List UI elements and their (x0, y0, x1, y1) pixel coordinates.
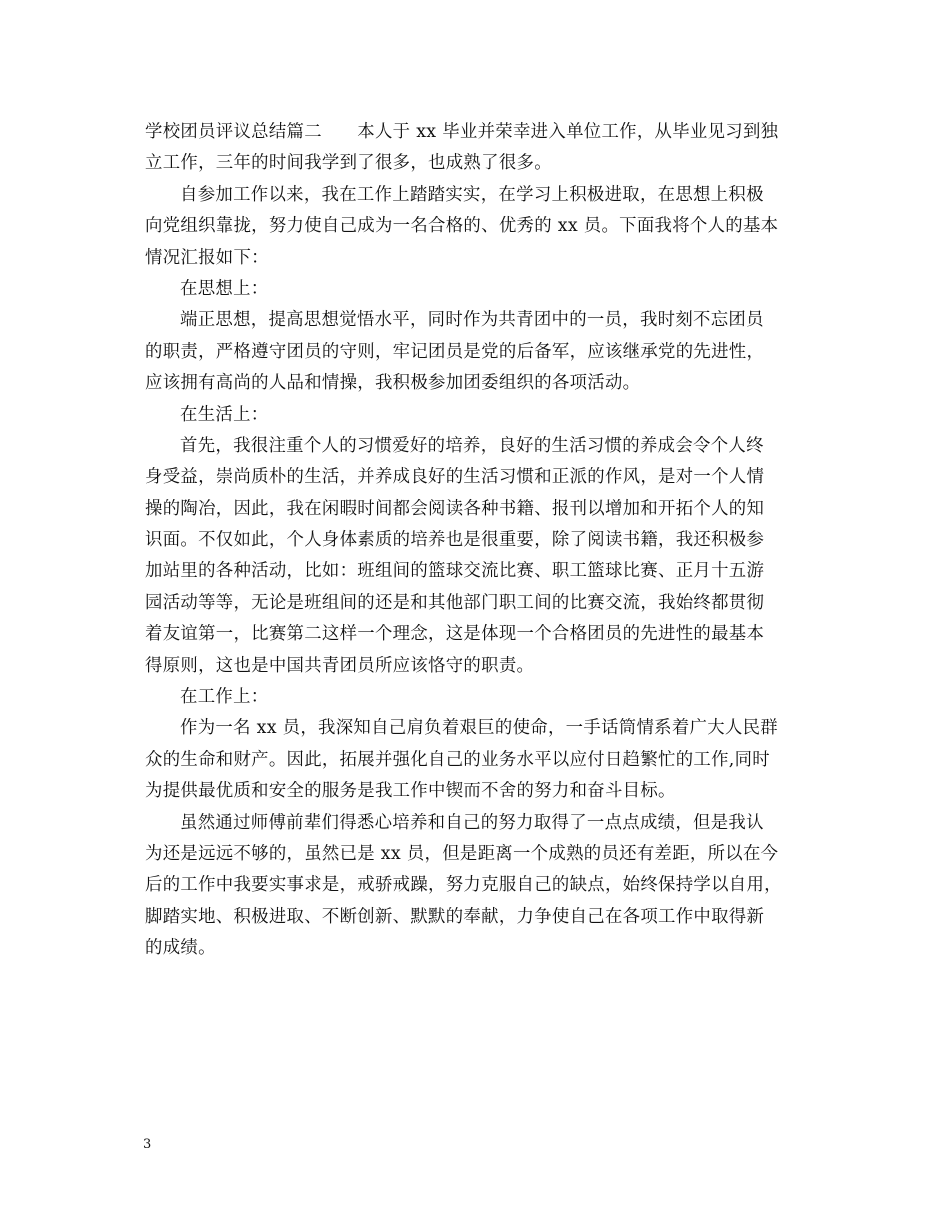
text-line: 学校团员评议总结篇二 本人于 xx 毕业并荣幸进入单位工作，从毕业见习到独 (145, 122, 779, 142)
text-line: 立工作，三年的时间我学到了很多，也成熟了很多。 (145, 153, 552, 174)
text-line: 的职责，严格遵守团员的守则，牢记团员是党的后备军，应该继承党的先进性， (145, 341, 765, 362)
text-line: 众的生命和财产。因此，拓展并强化自己的业务水平以应付日趋繁忙的工作,同时 (145, 749, 771, 770)
text-line: 情况汇报如下： (145, 247, 269, 268)
text-line: 园活动等等，无论是班组间的还是和其他部门职工间的比赛交流，我始终都贯彻 (145, 592, 765, 613)
section-heading: 在生活上： (180, 404, 269, 425)
text-line: 为还是远远不够的，虽然已是 xx 员，但是距离一个成熟的员还有差距，所以在今 (145, 843, 779, 864)
text-line: 身受益，崇尚质朴的生活，并养成良好的生活习惯和正派的作风，是对一个人情 (145, 467, 765, 488)
text-line: 虽然通过师傅前辈们得悉心培养和自己的努力取得了一点点成绩，但是我认 (180, 812, 764, 833)
section-heading: 在思想上： (180, 278, 269, 299)
text-line: 后的工作中我要实事求是，戒骄戒躁，努力克服自己的缺点，始终保持学以自用， (145, 875, 782, 896)
text-line: 识面。不仅如此，个人身体素质的培养也是很重要，除了阅读书籍，我还积极参 (145, 530, 765, 551)
page-number: 3 (143, 1137, 152, 1152)
text-line: 端正思想，提高思想觉悟水平，同时作为共青团中的一员，我时刻不忘团员 (180, 310, 764, 331)
document-body (145, 117, 808, 965)
section-heading: 在工作上： (180, 687, 269, 708)
text-line: 为提供最优质和安全的服务是我工作中锲而不舍的努力和奋斗目标。 (145, 781, 676, 802)
text-line: 得原则，这也是中国共青团员所应该恪守的职责。 (145, 655, 535, 676)
text-line: 的成绩。 (145, 938, 216, 959)
text-line: 脚踏实地、积极进取、不断创新、默默的奉献，力争使自己在各项工作中取得新 (145, 906, 765, 927)
text-line: 向党组织靠拢，努力使自己成为一名合格的、优秀的 xx 员。下面我将个人的基本 (145, 216, 779, 237)
text-line: 自参加工作以来，我在工作上踏踏实实，在学习上积极进取，在思想上积极 (180, 184, 764, 205)
text-line: 首先，我很注重个人的习惯爱好的培养，良好的生活习惯的养成会令个人终 (180, 435, 764, 456)
text-line: 着友谊第一，比赛第二这样一个理念，这是体现一个合格团员的先进性的最基本 (145, 624, 765, 645)
text-line: 加站里的各种活动，比如：班组间的篮球交流比赛、职工篮球比赛、正月十五游 (145, 561, 765, 582)
text-line: 作为一名 xx 员，我深知自己肩负着艰巨的使命，一手话筒情系着广大人民群 (180, 718, 778, 739)
text-line: 操的陶冶，因此，我在闲暇时间都会阅读各种书籍、报刊以增加和开拓个人的知 (145, 498, 765, 519)
text-line: 应该拥有高尚的人品和情操，我积极参加团委组织的各项活动。 (145, 373, 641, 394)
